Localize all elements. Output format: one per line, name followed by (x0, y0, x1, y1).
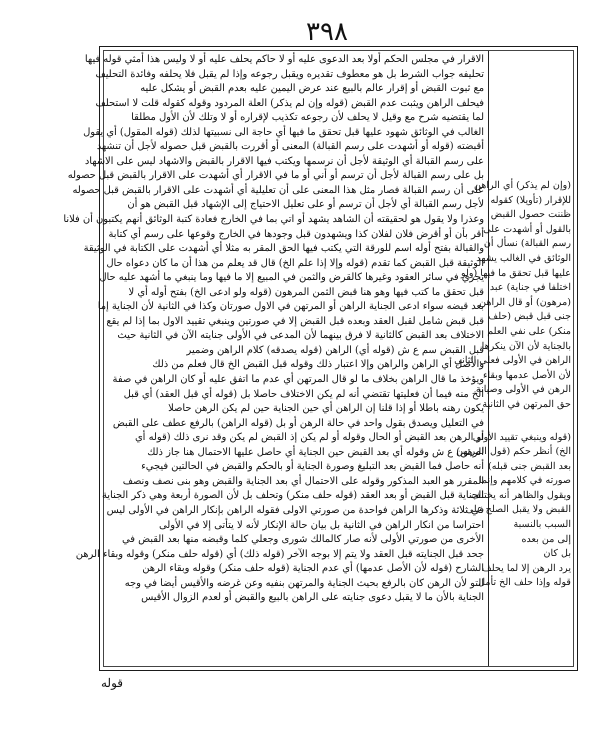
page-number: ٣٩٨ (306, 17, 348, 47)
margin-text-line: صورته في كلامهم وإنما (479, 475, 571, 487)
margin-text-line: بعد القبض جنى قبله) (488, 460, 571, 472)
main-text-line: على أن رسم القبالة فصار مثل هذا المعنى على أن تعليلية أي أشهدت على الاقرار بالقبض قبل حصوله (72, 184, 484, 196)
main-text-line: الاختلاف بعد القبض كالثانية لا فرق بينهما لأن المدعى في الأولى جنايته الآن في الثانية حيث (117, 330, 484, 342)
main-text-line: تحليفه جواب الشرط بل هو معطوف تقديره ويقبل رجوعه وإذا لم يقبل فلا يحلفه وفائدة التحليف (95, 68, 484, 80)
main-text-line: مع ثبوت القبض أو إقرار عالم بالبيع عند عرض اليمين عليه بعدم القبض أو يشكل عليه (140, 83, 484, 95)
main-commentary (63, 53, 484, 664)
margin-text-line: لأن الأصل عدمها وبقاء (482, 369, 571, 381)
main-text-line: التو لأن الرهن كان بالرفع بحيث الجناية والمرتهن بنفيه وعن غرضه والأقيس أيضا في وجه (124, 577, 484, 589)
main-text-line: على رسم القبالة أي الوثيقة لأجل أن نرسمها ويكتب فيها الاقرار بالقبض والاشهاد ليس على الاشهاد (84, 155, 484, 167)
main-text-line: الخ منه فيما أن فعليتها تقتضي أنه لم يكن الاختلاف حاصلا بل (قوله أي قبل العقد) أي قبل (123, 388, 484, 400)
margin-text-line: بل كان (543, 548, 571, 560)
main-text-line: جحد قبل الجنايته قبل العقد ولا يتم إلا بوجه الآخر (قوله ذلك) أي (قوله حلف منكر) وقوله وبقاء الرهن (75, 548, 484, 560)
main-text-line: بعد قبضه سواء ادعى الجناية الراهن أو المرتهن في الاول صورتان وكذا في الثانية لأن الجناية إما (97, 301, 484, 313)
margin-text-line (492, 413, 571, 431)
margin-text-line: (وإن لم يذكر) أي الراهن (474, 180, 571, 191)
main-text-line: لما يقتضيه شرح مع وقيل لا يحلف لأن رجوعه تكذيب لإقراره أو لا وتلك لأن الأول مطلقا (131, 112, 484, 124)
margin-commentary (454, 179, 571, 591)
margin-text-line: ظننت حصول القبض (490, 209, 571, 221)
margin-text-line: رسم القبالة) نسأل أن (483, 238, 571, 250)
main-text-line: يكون رهنه باطلا أو إذا قلنا إن الراهن أي حين الجناية حين لم يكن الرهن حاصلا (168, 403, 484, 415)
main-text-line: الجناية بالأن ما لا يقبل دعوى جنايته على الراهن بالبيع والقبض أو لعدم الزوال الأقيس (141, 592, 484, 604)
margin-text-line: يرد الرهن إلا لما يحلف (481, 562, 571, 574)
margin-text-line: بالقول أو أشهدت على (483, 223, 571, 235)
main-text-line: أنه حاصل فما القبض بعد التبليغ وصورة الجناية أو بالحكم والقبض في الحالتين فيجيء (141, 461, 484, 473)
main-text-line: أقر بأن أو أقرض فلان لفلان كذا ويشهدون قبل وجودها في الخارج وقوعها على رسم أي كتابة (108, 228, 484, 240)
margin-text-line: بالجناية لأن الآن ينكرها (481, 340, 571, 352)
margin-text-line: الراهن في الأولى فعلى الثاني (454, 355, 571, 367)
main-text-line: الرهن) ع ش وقوله أي بعد القبض حين الجناية أي حاصل عليها الاحتمال هنا جاز ذلك (147, 446, 484, 458)
main-text-line: المقرر هو العبد المذكور وقوله على الاحتمال أي بعد الجناية والقبض وهو بنى نصف ونصف (122, 475, 484, 487)
main-text-line: لأجل رسم القبالة أي لأجل أن ترسم أو على تعليل الاحتياج إلى الإشهاد قبل القبض هو أن (127, 199, 484, 211)
margin-text-line: الرهن في الأولى وصيانة (475, 384, 571, 396)
main-text-line: قبل القبض سم ع ش (قوله أي) الراهن (قوله يصدقه) كلام الراهن وضمير (186, 344, 484, 356)
main-text-line: أقبضته (قوله أو أشهدت على رسم القبالة) المعنى أو أقررت بالقبض قبل حصوله لأجل أن تنشهد (96, 141, 484, 153)
main-text-line: أو الرهن بعد القبض أو الحال وقوله أو لم يكن إذ القبض لم يكن وقد نرى ذلك (قوله أي (134, 432, 484, 444)
main-text-line: قبل تحقق ما كتب فيها وهو هنا قبض الثمن المرهون (قوله ولو ادعى الخ) بفتح أوله أي لا (128, 286, 484, 298)
margin-text-line: القبض ولا يقبل الصلح على (465, 504, 571, 516)
catchword: قوله (101, 676, 124, 690)
margin-text-line: الخ) أنظر حكم (قول المرتهن (456, 446, 571, 458)
margin-text-line: (مرهون) أو قال الراهن (479, 296, 571, 308)
main-text-line: في التعليل ويصدق بقول واحد في حالة الرهن أو بل (قوله الراهن) بالرفع عطف على القبض (112, 417, 484, 429)
main-text-line: قبل قبض شامل لقبل العقد وبعده قبل القبض إلا في صورتين وينبغي تقييد الاول بما إذا لم يقع (106, 315, 484, 327)
main-text-line: يجري في سائر العقود وغيرها كالقرض والثمن في المبيع إلا ما فيها وما ينبغي ما أشهد عليه حال (99, 272, 484, 284)
main-text-line: الاقرار في مجلس الحكم أولا بعد الدعوى عليه أو لا حاكم يحلف عليه أو لا وليس هذا أمثي قوله فيها (84, 54, 484, 65)
margin-text-line: عليها قبل تحقق ما فيها (ولو (461, 267, 571, 279)
margin-text-line: منكر) على نفي العلم (487, 325, 571, 337)
main-text-line: فيحلف الراهن ويثبت عدم القبض (قوله وإن لم يذكر) العلة المردود وقوله كقوله قلت لا استحلف (95, 97, 484, 109)
main-text-line: والقبالة بفتح أوله اسم للورقة التي يكتب فيها الحق المقر به مثلا أي أشهدت على الكتابة في الوثيقة (83, 243, 484, 255)
margin-text-line: للإقرار (تأويلا) كقوله (490, 194, 571, 206)
main-text-line: بل على رسم القبالة لأجل أن ترسم أو أني أو ما في الاقرار أي أشهدت على الاقرار بالقبض قبل حصوله (67, 170, 484, 182)
margin-text-line: قوله وإذا حلف الخ تأمل (478, 577, 571, 589)
main-text-line: ويؤخذ ما قال الراهن بخلاف ما لو قال المرتهن أي عدم ما اتفق عليه أو كان الراهن في صفة (112, 374, 484, 386)
text-frame (63, 46, 578, 671)
margin-text-line: إلى من بعده (521, 533, 571, 545)
margin-text-line: (قوله وينبغي تقييد الأولى (472, 431, 571, 443)
main-text-line: الوثيقة قبل القبض كما تقدم (قوله وإلا إذا علم الخ) قال قد يعلم من هذا أن ما كان دعواه حال (106, 257, 484, 269)
main-text-line: في ثلاثة وذكرها الراهن فواحدة من صورتي الاولى فقوله الراهن بإنكار الراهن في الأولى ليس (106, 504, 484, 516)
margin-text-line: جنى قبل قبض (حلف (488, 311, 571, 323)
margin-text-line: الوثائق في الغالب يشهد (476, 252, 571, 264)
main-text-line: الأخرى من صورتي الأولى لأنه صار كالمالك شورى وجعلي كلما وقبضه منها بعد القبض في (122, 534, 484, 546)
main-text-line: الشارح (قوله لأن الأصل عدمها) أي عدم الجناية (قوله حلف منكر) وقوله وبقاء الرهن (142, 563, 484, 575)
margin-text-line: اختلفا في جناية) عبد (489, 282, 571, 294)
main-text-line: الجناية قبل القبض أو بعد العقد (قوله حلف منكر) وتحلف بل لأن الصورة أربعة وهي ذكر الجناية (102, 490, 484, 502)
main-text-line: الغالب في الوثائق شهود عليها قبل تحقق ما فيها أي حاجة الى نسبيتها لذلك (قوله المقول) أي يقول (83, 126, 484, 138)
margin-text-line: حق المرتهن في الثانية (482, 398, 571, 410)
main-text-line: احتراسا من انكار الراهن في الثانية بل بيان حالة الإنكار لأنه لا يتأتى إلا في الأولى (158, 519, 484, 531)
margin-text-line: السبب بالنسبة (513, 519, 571, 531)
margin-text-line: ويقول والظاهر أنه يختلف (471, 489, 571, 501)
main-text-line: وعذرا ولا يقول هو لحقيقته أن الشاهد يشهد أو اتي بما في الخارج فعادة كتبة الوثائق أنهم يكتبون أن فلانا (63, 214, 484, 226)
main-text-line: والأصل أي الراهن والراهن وإلا اعتبار ذلك وقوله قبل القبض الخ قال فعلم من ذلك (152, 359, 484, 371)
